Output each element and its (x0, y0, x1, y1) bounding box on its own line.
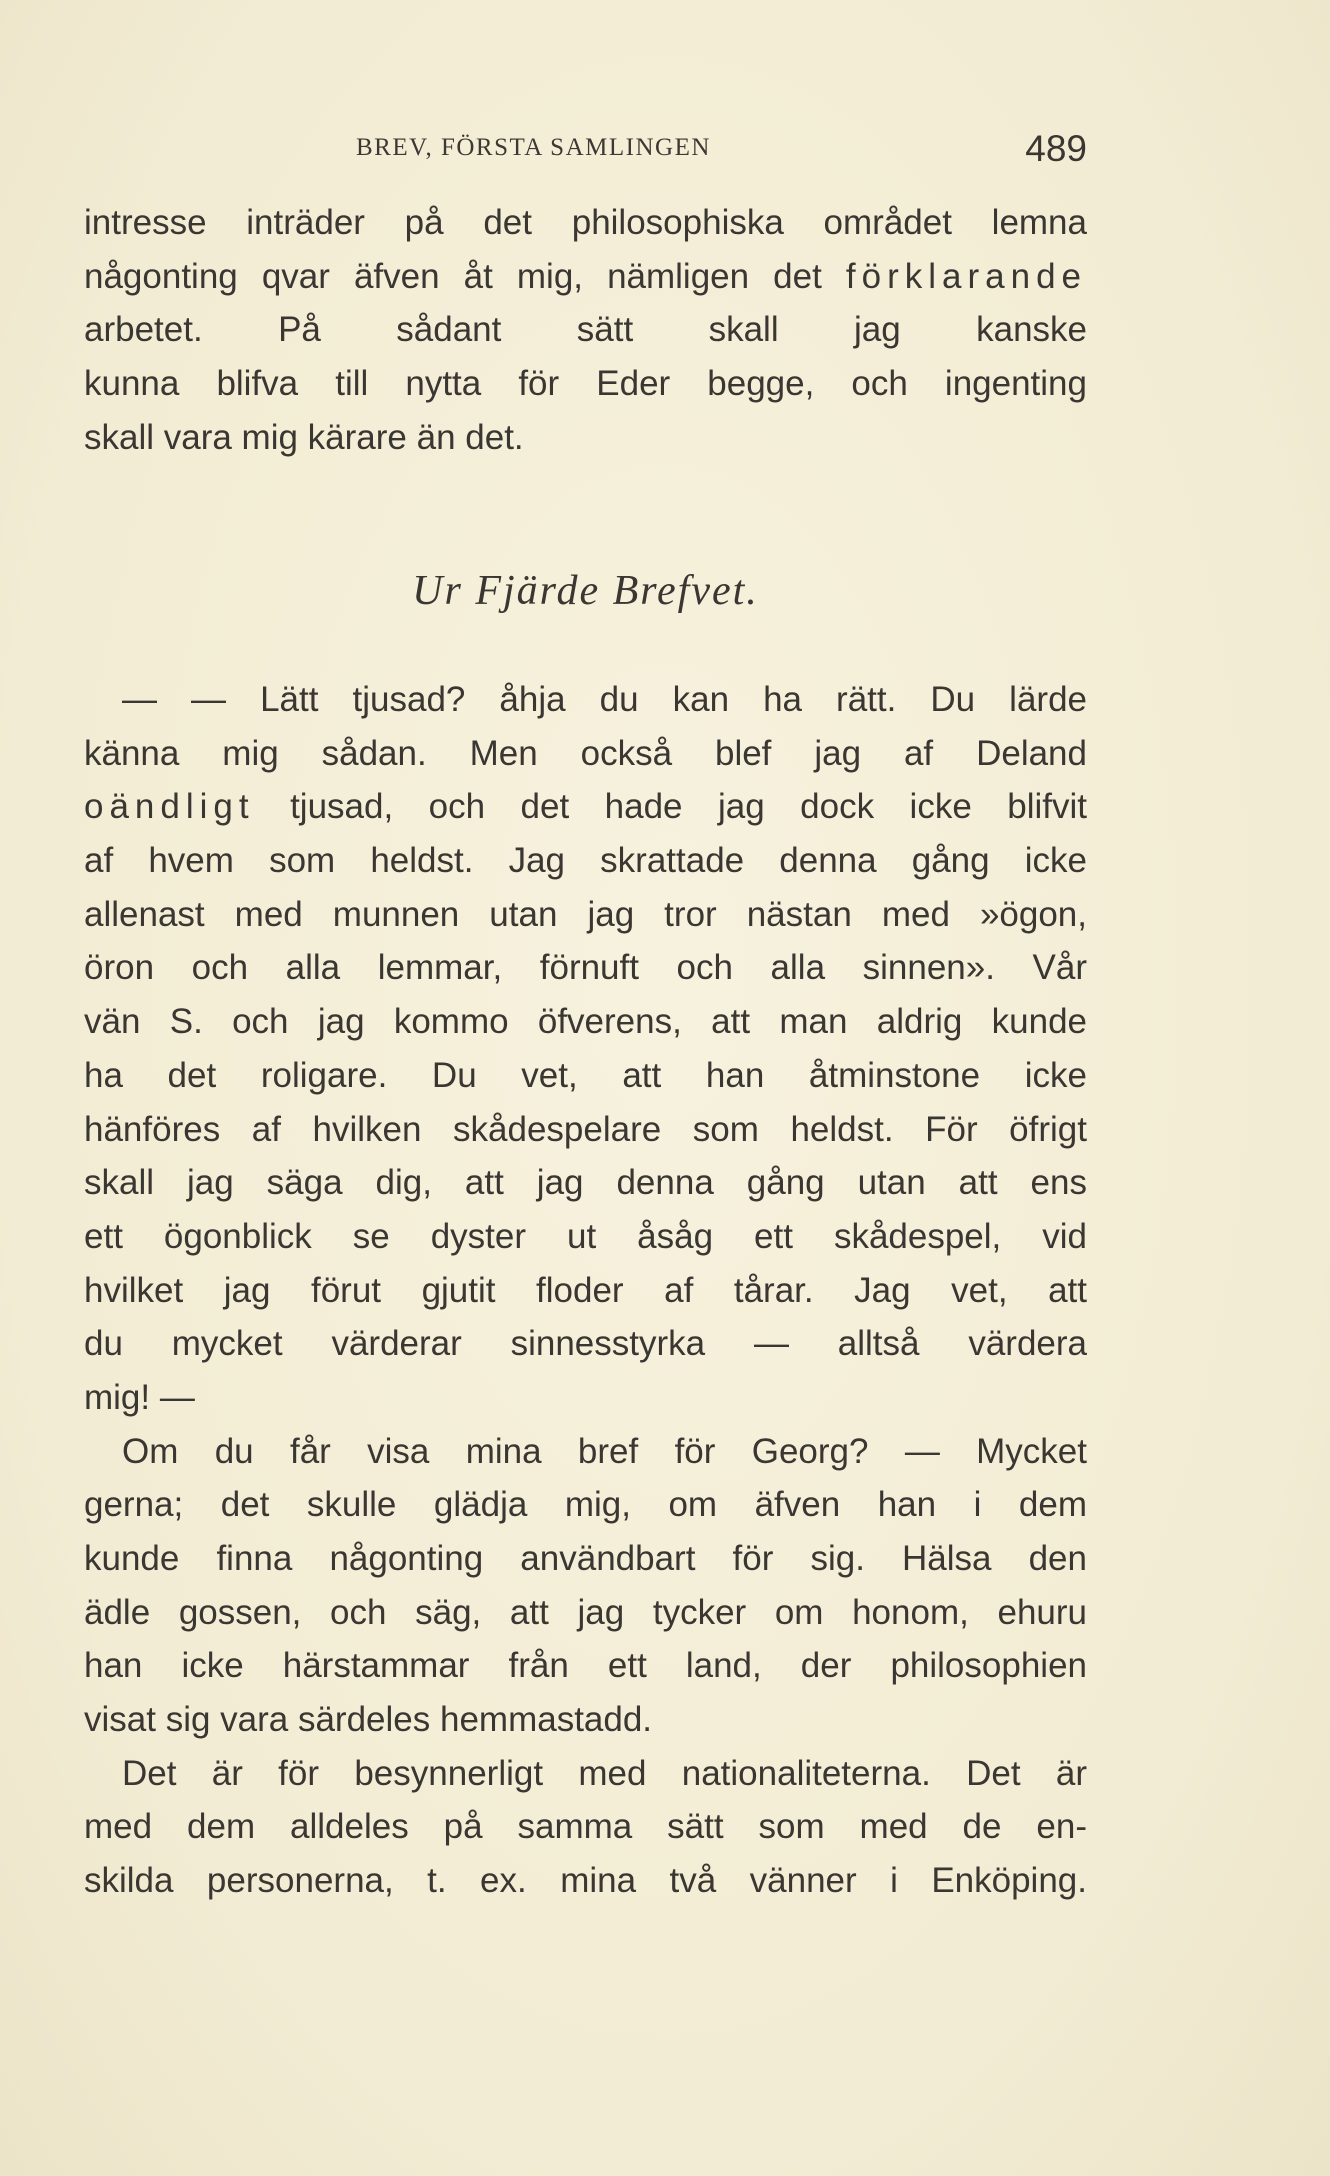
text-line: han icke härstammar från ett land, der philosophien (84, 1646, 1087, 1686)
text-run: någonting qvar äfven åt mig, nämligen det (84, 256, 822, 296)
text-line: vän S. och jag kommo öfverens, att man aldrig kunde (84, 1002, 1087, 1042)
text-run: tjusad, och det hade jag dock icke blifvit (290, 787, 1087, 827)
text-line: hvilket jag förut gjutit floder af tårar. Jag vet, att (84, 1270, 1087, 1310)
text-line: kunna blifva till nytta för Eder begge, och ingenting (84, 364, 1087, 404)
text-line: af hvem som heldst. Jag skrattade denna gång icke (84, 841, 1087, 881)
text-line: känna mig sådan. Men också blef jag af Deland (84, 733, 1087, 773)
text-line: skall jag säga dig, att jag denna gång utan att ens (84, 1163, 1087, 1203)
text-line: hänföres af hvilken skådespelare som heldst. För öfrigt (84, 1109, 1087, 1149)
emphasized-word: förklarande (845, 256, 1087, 296)
text-line: gerna; det skulle glädja mig, om äfven han i dem (84, 1485, 1087, 1525)
running-title: BREV, FÖRSTA SAMLINGEN (356, 134, 711, 161)
running-head (84, 128, 1087, 172)
text-line: allenast med munnen utan jag tror nästan med »ögon, (84, 894, 1087, 934)
text-line (84, 780, 1087, 834)
text-line: arbetet. På sådant sätt skall jag kanske (84, 310, 1087, 350)
text-line (84, 250, 1087, 304)
text-line: öron och alla lemmar, förnuft och alla sinnen». Vår (84, 948, 1087, 988)
text-line: kunde finna någonting användbart för sig. Hälsa den (84, 1539, 1087, 1578)
paragraph-letter-continuation (84, 196, 1087, 464)
section-heading: Ur Fjärde Brefvet. (412, 568, 759, 614)
text-line: ha det roligare. Du vet, att han åtminstone icke (84, 1055, 1087, 1095)
text-line: Det är för besynnerligt med nationaliteterna. Det är (122, 1753, 1087, 1793)
text-line: med dem alldeles på samma sätt som med de en- (84, 1807, 1087, 1847)
text-line: ädle gossen, och säg, att jag tycker om honom, ehuru (84, 1592, 1087, 1632)
text-line: visat sig vara särdeles hemmastadd. (84, 1700, 653, 1740)
text-line: intresse inträder på det philosophiska området lemna (84, 203, 1087, 242)
text-line: ett ögonblick se dyster ut åsåg ett skådespel, vid (84, 1216, 1087, 1256)
text-line: skall vara mig kärare än det. (84, 417, 524, 457)
text-line: Om du får visa mina bref för Georg? — Mycket (122, 1431, 1087, 1471)
text-line: mig! — (84, 1377, 195, 1417)
text-line: — — Lätt tjusad? åhja du kan ha rätt. Du lärde (122, 680, 1087, 719)
paragraph-fourth-letter (84, 673, 1087, 1908)
text-line: skilda personerna, t. ex. mina två vänner i Enköping. (84, 1861, 1087, 1901)
page-number: 489 (1025, 128, 1087, 169)
emphasized-word: oändligt (84, 787, 255, 827)
text-line: du mycket värderar sinnesstyrka — alltså värdera (84, 1324, 1087, 1364)
